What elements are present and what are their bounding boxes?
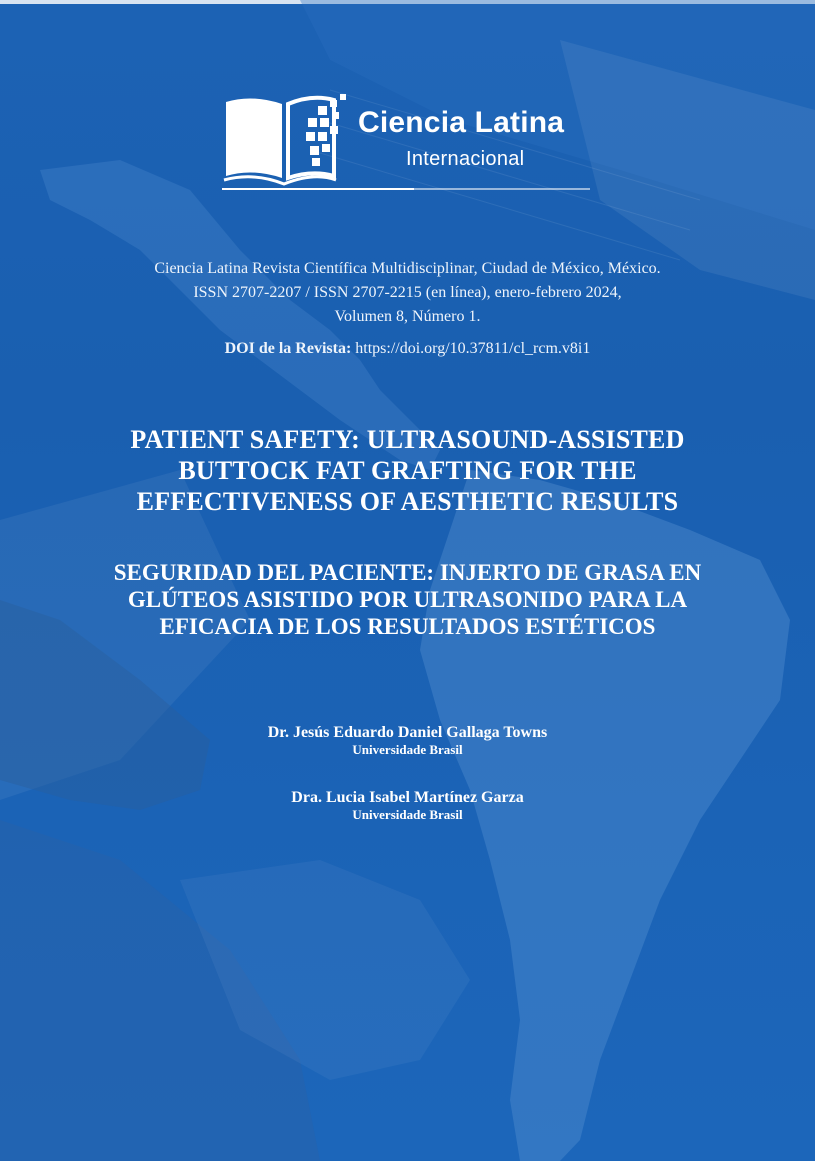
journal-info-line1: Ciencia Latina Revista Científica Multidisciplinar, Ciudad de México, México. [154,260,661,277]
title-es-line2: GLÚTEOS ASISTIDO POR ULTRASONIDO PARA LA [127,587,688,612]
doi-link[interactable]: https://doi.org/10.37811/cl_rcm.v8i1 [355,340,591,357]
open-book-icon [222,92,352,186]
author-name: Dr. Jesús Eduardo Daniel Gallaga Towns [267,724,548,741]
journal-doi [60,340,755,358]
doi-label: DOI de la Revista: [224,340,352,357]
journal-logo [222,92,597,194]
title-en-line2: BUTTOCK FAT GRAFTING FOR THE [178,456,637,485]
title-es-line3: EFICACIA DE LOS RESULTADOS ESTÉTICOS [159,614,656,639]
journal-info-line2: ISSN 2707-2207 / ISSN 2707-2215 (en línea), enero-febrero 2024, [193,284,622,301]
logo-divider [222,188,414,190]
brand-name: Ciencia Latina [358,106,565,139]
article-title-english [60,424,755,517]
title-es-line1: SEGURIDAD DEL PACIENTE: INJERTO DE GRASA EN [113,560,702,585]
title-en-line3: EFFECTIVENESS OF AESTHETIC RESULTS [136,487,679,516]
logo-divider-secondary [414,188,590,190]
article-title-spanish [60,559,755,640]
title-en-line1: PATIENT SAFETY: ULTRASOUND-ASSISTED [130,425,685,454]
journal-info [60,257,755,329]
author-1 [160,723,655,758]
author-affiliation: Universidade Brasil [352,807,463,822]
journal-info-line3: Volumen 8, Número 1. [334,308,481,325]
author-name: Dra. Lucia Isabel Martínez Garza [291,789,524,806]
author-2 [160,788,655,823]
author-affiliation: Universidade Brasil [352,742,463,757]
brand-subtitle: Internacional [406,148,525,170]
